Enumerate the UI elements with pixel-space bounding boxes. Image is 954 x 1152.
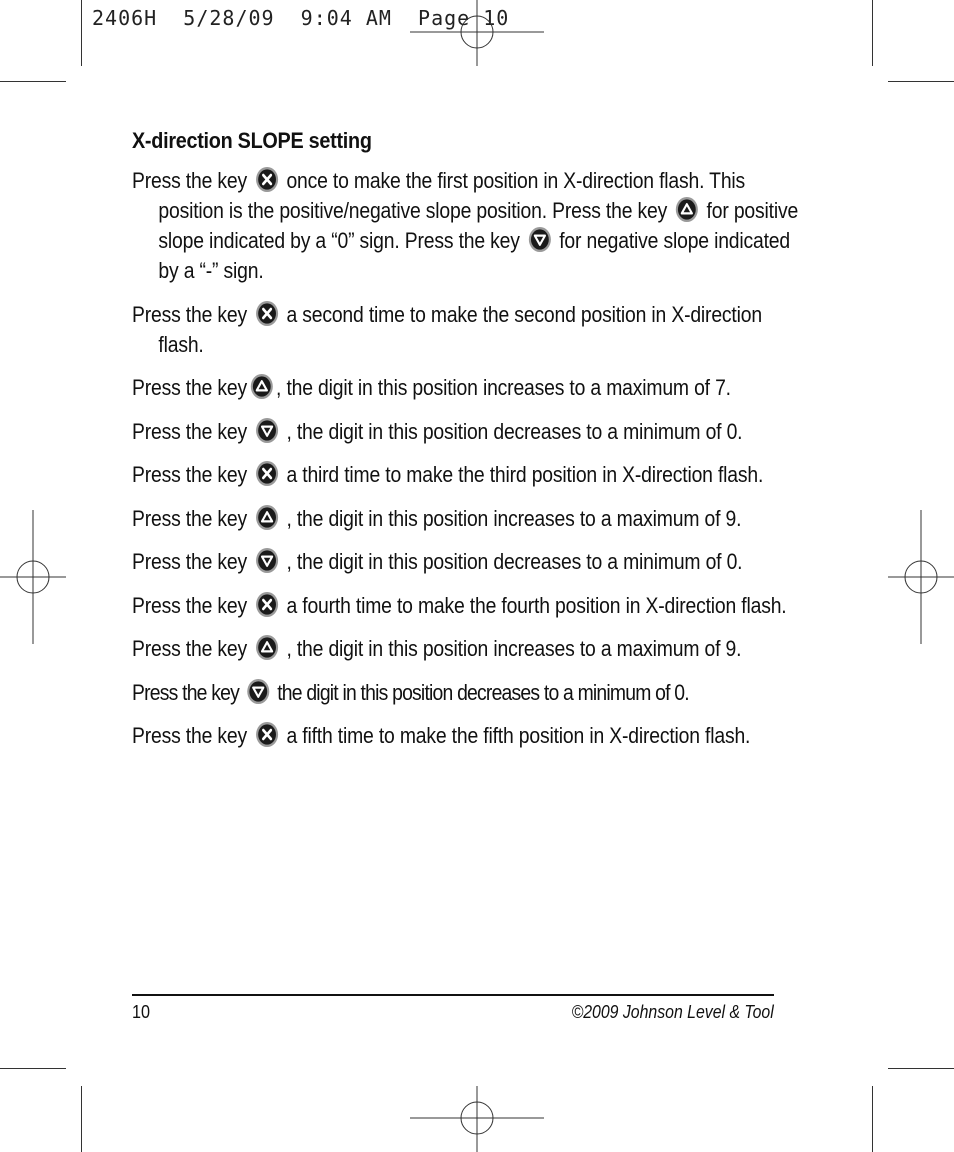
instruction-text: a fifth time to make the fifth position in X-direction flash. — [281, 723, 751, 748]
instruction-text: , the digit in this position decreases to a minimum of 0. — [281, 549, 743, 574]
instruction-paragraph — [132, 504, 801, 534]
x-key-icon — [255, 460, 279, 487]
instruction-text: Press the key — [132, 723, 253, 748]
crop-mark — [0, 1068, 66, 1069]
section-heading: X-direction SLOPE setting — [132, 128, 372, 153]
footer-rule — [132, 994, 774, 996]
instruction-text: , the digit in this position increases to a maximum of 9. — [281, 505, 742, 531]
instruction-text: Press the key — [132, 592, 253, 618]
instruction-text: Press the key — [132, 636, 253, 661]
instruction-text: Press the key — [132, 301, 253, 327]
instruction-text: the digit in this position decreases to a minimum of 0. — [272, 679, 689, 705]
crop-mark — [888, 81, 954, 82]
x-key-icon — [255, 300, 279, 327]
crop-mark — [81, 1086, 82, 1152]
instruction-paragraph — [132, 166, 801, 286]
instruction-text: a second time to make the second position in X-direction flash. — [158, 301, 762, 357]
down-arrow-key-icon — [255, 417, 279, 444]
instruction-text: , the digit in this position increases to a maximum of 9. — [281, 636, 742, 661]
instruction-text: Press the key — [132, 418, 253, 444]
instruction-text: Press the key — [132, 679, 244, 705]
registration-mark-right — [888, 510, 954, 644]
instructions-body — [132, 166, 832, 765]
instruction-text: for positive slope indicated by a “0” sign. Press the key — [158, 198, 799, 253]
instruction-paragraph — [132, 547, 801, 577]
down-arrow-key-icon — [255, 547, 279, 574]
up-arrow-key-icon — [255, 634, 279, 661]
instruction-paragraph — [132, 460, 801, 490]
instruction-paragraph — [132, 417, 801, 447]
instruction-text: Press the key — [132, 375, 248, 400]
registration-mark-left — [0, 510, 66, 644]
print-slug: 2406H 5/28/09 9:04 AM Page 10 — [92, 6, 510, 30]
instruction-text: , the digit in this position increases to a maximum of 7. — [276, 375, 731, 400]
down-arrow-key-icon — [528, 226, 552, 253]
up-arrow-key-icon — [255, 504, 279, 531]
crop-mark — [0, 81, 66, 82]
instruction-text: Press the key — [132, 462, 253, 487]
instruction-text: once to make the first position in X-direction flash. This position is the positive/negative slope position. Press the key — [158, 168, 746, 223]
copyright-notice: ©2009 Johnson Level & Tool — [571, 1002, 774, 1022]
crop-mark — [888, 1068, 954, 1069]
down-arrow-key-icon — [246, 678, 270, 705]
instruction-text: a third time to make the third position in X-direction flash. — [281, 462, 764, 487]
instruction-text: a fourth time to make the fourth position in X-direction flash. — [281, 592, 787, 618]
instruction-paragraph — [132, 678, 801, 708]
crop-mark — [81, 0, 82, 66]
instruction-text: , the digit in this position decreases to a minimum of 0. — [281, 418, 743, 444]
instruction-text: for negative slope indicated by a “-” sign. — [158, 228, 791, 283]
instruction-paragraph — [132, 373, 801, 403]
instruction-paragraph — [132, 721, 801, 751]
x-key-icon — [255, 591, 279, 618]
crop-mark — [872, 0, 873, 66]
instruction-text: Press the key — [132, 505, 253, 531]
up-arrow-key-icon — [675, 196, 699, 223]
instruction-paragraph — [132, 634, 801, 664]
instruction-text: Press the key — [132, 168, 253, 193]
registration-mark-top — [410, 0, 544, 66]
registration-mark-bottom — [410, 1086, 544, 1152]
instruction-text: Press the key — [132, 549, 253, 574]
crop-mark — [872, 1086, 873, 1152]
x-key-icon — [255, 166, 279, 193]
instruction-paragraph — [132, 591, 801, 621]
page-number: 10 — [132, 1002, 151, 1022]
instruction-paragraph — [132, 300, 801, 360]
x-key-icon — [255, 721, 279, 748]
up-arrow-key-icon — [250, 373, 274, 400]
